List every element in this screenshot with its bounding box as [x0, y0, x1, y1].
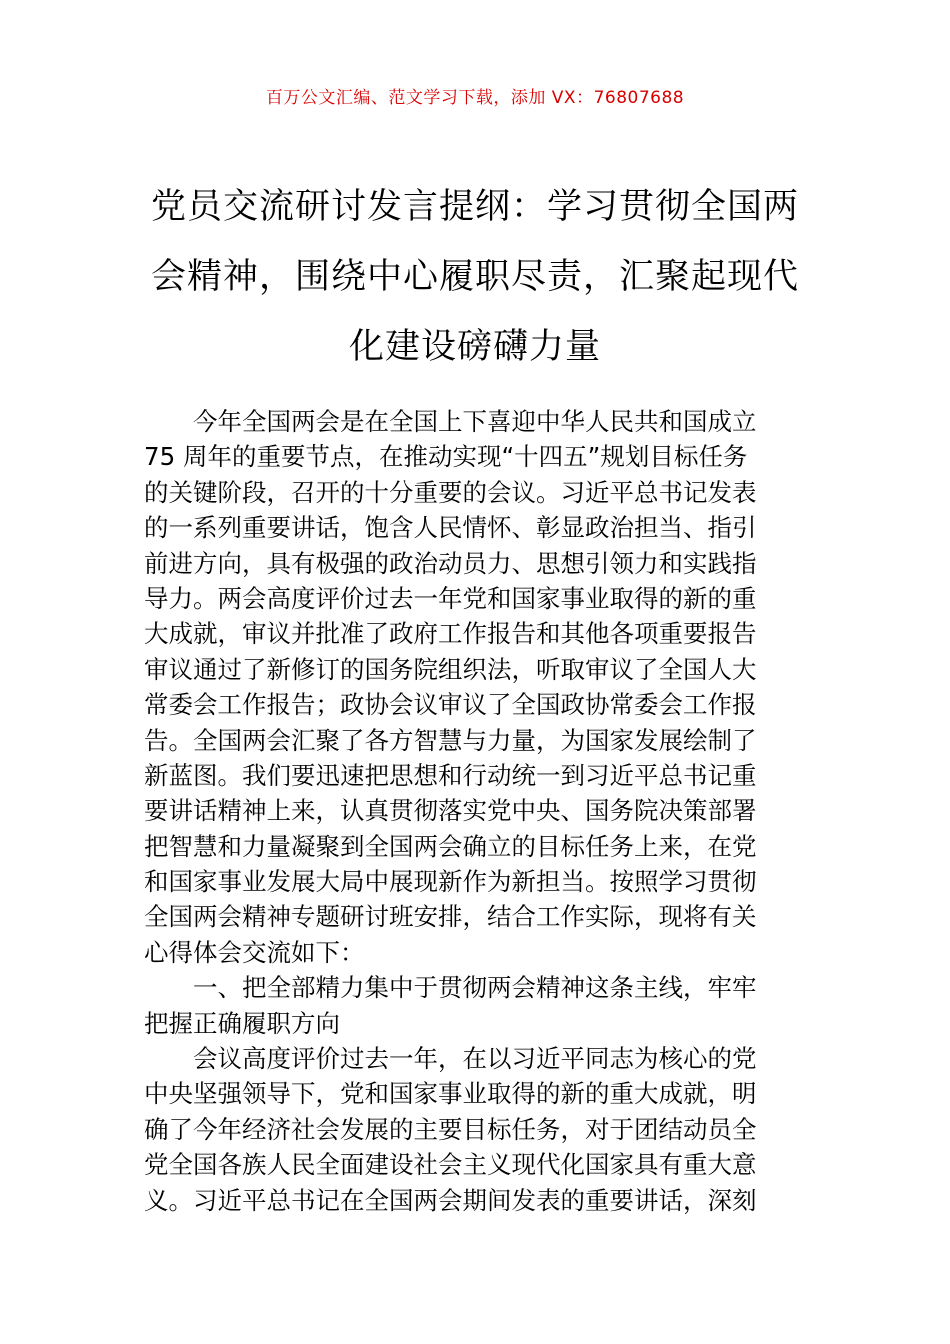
body-line: 新蓝图。我们要迅速把思想和行动统一到习近平总书记重 — [144, 760, 757, 790]
body-line: 的一系列重要讲话，饱含人民情怀、彰显政治担当、指引 — [144, 513, 757, 543]
section-heading-line: 把握正确履职方向 — [144, 1008, 340, 1038]
body-line: 前进方向，具有极强的政治动员力、思想引领力和实践指 — [144, 548, 757, 578]
title-line: 化建设磅礴力量 — [348, 327, 601, 367]
body-line: 和国家事业发展大局中展现新作为新担当。按照学习贯彻 — [144, 867, 757, 897]
body-line: 确了今年经济社会发展的主要目标任务，对于团结动员全 — [144, 1114, 757, 1144]
document-body — [144, 404, 808, 1218]
body-line: 全国两会精神专题研讨班安排，结合工作实际，现将有关 — [144, 902, 757, 932]
body-line: 导力。两会高度评价过去一年党和国家事业取得的新的重 — [144, 583, 757, 613]
body-line: 大成就，审议并批准了政府工作报告和其他各项重要报告 — [144, 619, 757, 649]
body-line: 党全国各族人民全面建设社会主义现代化国家具有重大意 — [144, 1150, 757, 1180]
body-line: 今年全国两会是在全国上下喜迎中华人民共和国成立 — [193, 407, 757, 436]
body-line: 的关键阶段，召开的十分重要的会议。习近平总书记发表 — [144, 477, 757, 507]
body-line: 把智慧和力量凝聚到全国两会确立的目标任务上来，在党 — [144, 831, 757, 861]
document-title — [150, 172, 800, 382]
body-line: 心得体会交流如下： — [144, 937, 365, 967]
body-line: 75 周年的重要节点，在推动实现“十四五”规划目标任务 — [144, 442, 748, 472]
title-line: 会精神，围绕中心履职尽责，汇聚起现代 — [150, 257, 799, 297]
body-line: 中央坚强领导下，党和国家事业取得的新的重大成就，明 — [144, 1079, 757, 1109]
header-watermark-note: 百万公文汇编、范文学习下载，添加 VX：76807688 — [265, 88, 685, 108]
title-line: 党员交流研讨发言提纲：学习贯彻全国两 — [150, 187, 799, 227]
body-line: 常委会工作报告；政协会议审议了全国政协常委会工作报 — [144, 690, 757, 720]
body-line: 义。习近平总书记在全国两会期间发表的重要讲话，深刻 — [144, 1185, 757, 1215]
body-line: 审议通过了新修订的国务院组织法，听取审议了全国人大 — [144, 654, 757, 684]
body-line: 要讲话精神上来，认真贯彻落实党中央、国务院决策部署 — [144, 796, 757, 826]
body-line: 告。全国两会汇聚了各方智慧与力量，为国家发展绘制了 — [144, 725, 757, 755]
section-heading-line: 一、把全部精力集中于贯彻两会精神这条主线，牢牢 — [193, 973, 757, 1003]
body-line: 会议高度评价过去一年，在以习近平同志为核心的党 — [193, 1044, 757, 1074]
